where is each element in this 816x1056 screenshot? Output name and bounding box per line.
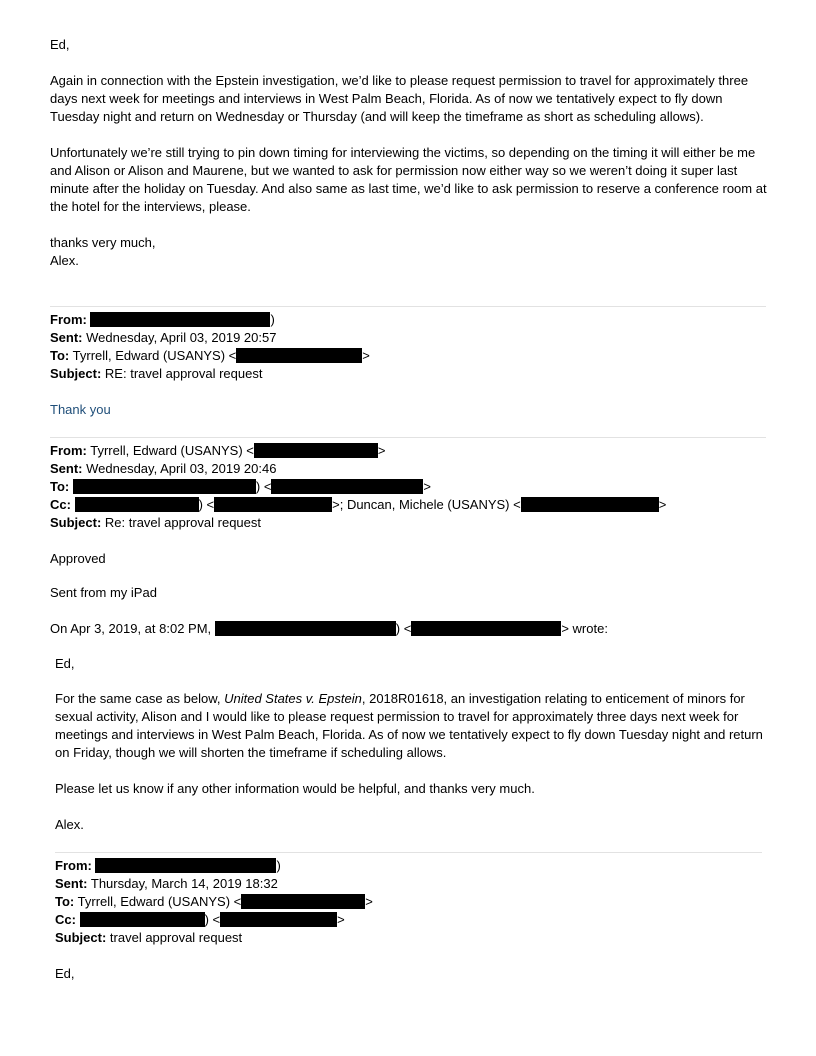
sent-line: Sent: Wednesday, April 03, 2019 20:46 [50, 461, 277, 476]
subject-line: Subject: travel approval request [55, 930, 243, 945]
redaction [75, 497, 199, 512]
redaction [236, 348, 362, 363]
divider [50, 437, 766, 438]
redaction [271, 479, 423, 494]
greeting: Ed, [55, 656, 75, 671]
to-line: To: Tyrrell, Edward (USANYS) < > [55, 894, 373, 909]
reply-text: Approved [50, 551, 106, 566]
body-paragraph: For the same case as below, United States v. Epstein, 2018R01618, an investigation relating to enticement of minors for sexual activity, Alison and I would like to please request permission to travel for approximately three days next week for meetings and interviews in West Palm Beach, Florida. As of now we tentatively expect to fly down Tuesday night and return on Friday, though we will shorten the timeframe if scheduling allows. [55, 691, 763, 760]
cc-line: Cc: ) < >; Duncan, Michele (USANYS) < > [50, 497, 667, 512]
greeting: Ed, [50, 37, 70, 52]
redaction [411, 621, 561, 636]
redaction [214, 497, 332, 512]
from-line: From: Tyrrell, Edward (USANYS) < > [50, 443, 386, 458]
redaction [73, 479, 256, 494]
to-line: To: Tyrrell, Edward (USANYS) < > [50, 348, 370, 363]
body-paragraph: Unfortunately we’re still trying to pin down timing for interviewing the victims, so depending on the timing it will either be me and Alison or Alison and Maurene, but we wanted to ask for permission now either way so we weren’t doing it super last minute after the holiday on Tuesday. And also same as last time, we’d like to ask permission to reserve a conference room at the hotel for the interviews, please. [50, 145, 767, 214]
reply-text: Thank you [50, 402, 111, 417]
redaction [90, 312, 270, 327]
divider [55, 852, 762, 853]
redaction [80, 912, 205, 927]
subject-line: Subject: RE: travel approval request [50, 366, 263, 381]
subject-line: Subject: Re: travel approval request [50, 515, 262, 530]
signature: Alex. [55, 817, 84, 832]
sent-line: Sent: Wednesday, April 03, 2019 20:57 [50, 330, 277, 345]
redaction [241, 894, 365, 909]
redaction [521, 497, 659, 512]
redaction [215, 621, 396, 636]
sent-line: Sent: Thursday, March 14, 2019 18:32 [55, 876, 278, 891]
redaction [220, 912, 337, 927]
body-paragraph: Please let us know if any other information would be helpful, and thanks very much. [55, 781, 535, 796]
redaction [254, 443, 378, 458]
divider [50, 306, 766, 307]
to-line: To: ) < > [50, 479, 432, 494]
signature: Alex. [50, 253, 79, 268]
body-paragraph: Again in connection with the Epstein investigation, we’d like to please request permission to travel for approximately three days next week for meetings and interviews in West Palm Beach, Florida. As of now we tentatively expect to fly down Tuesday night and return on Wednesday or Thursday (and will keep the timeframe as short as scheduling allows). [50, 73, 749, 124]
from-line: From: ) [55, 858, 281, 873]
quote-attribution: On Apr 3, 2019, at 8:02 PM, ) < > wrote: [50, 621, 608, 636]
from-line: From: ) [50, 312, 275, 327]
cc-line: Cc: ) < > [55, 912, 345, 927]
greeting: Ed, [55, 966, 75, 981]
redaction [95, 858, 276, 873]
signature-device: Sent from my iPad [50, 585, 157, 600]
closing: thanks very much, [50, 235, 156, 250]
